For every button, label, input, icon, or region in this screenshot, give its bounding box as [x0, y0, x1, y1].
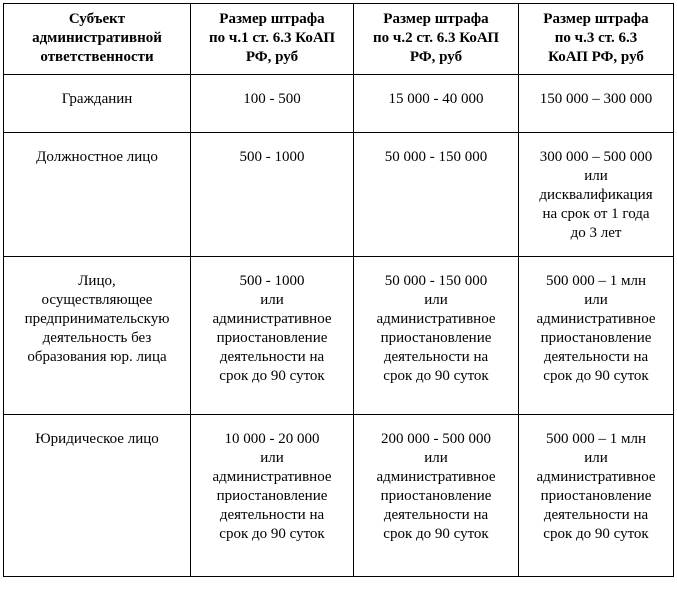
cell-line: на срок от 1 года — [542, 206, 650, 222]
cell-part2 — [354, 133, 519, 257]
cell-line: 500 000 – 1 млн — [545, 431, 646, 447]
cell-line: 500 - 1000 — [239, 149, 305, 165]
header-line: Размер штрафа — [219, 11, 325, 27]
cell-line: административное — [536, 469, 656, 485]
cell-line: административное — [536, 311, 656, 327]
table-row — [4, 75, 674, 133]
cell-line: Юридическое лицо — [35, 431, 159, 447]
header-part1-fine — [191, 4, 354, 75]
cell-line: 10 000 - 20 000 — [224, 431, 320, 447]
header-part3-fine — [519, 4, 674, 75]
cell-part1 — [191, 133, 354, 257]
cell-subject — [4, 75, 191, 133]
cell-line: срок до 90 суток — [543, 368, 649, 384]
cell-line: 100 - 500 — [243, 91, 301, 107]
cell-line: или — [424, 292, 448, 308]
cell-part3 — [519, 415, 674, 577]
cell-line: предпринимательскую — [24, 311, 170, 327]
cell-line: срок до 90 суток — [219, 368, 325, 384]
cell-line: 500 000 – 1 млн — [545, 273, 646, 289]
cell-line: Гражданин — [61, 91, 133, 107]
cell-line: или — [424, 450, 448, 466]
cell-subject — [4, 415, 191, 577]
cell-line: Лицо, — [78, 273, 116, 289]
fines-table — [3, 3, 674, 577]
cell-line: 50 000 - 150 000 — [384, 273, 488, 289]
cell-line: 50 000 - 150 000 — [384, 149, 488, 165]
header-line: РФ, руб — [409, 49, 463, 65]
cell-line: или — [584, 450, 608, 466]
cell-line: образования юр. лица — [27, 349, 167, 365]
cell-line: 15 000 - 40 000 — [388, 91, 484, 107]
cell-line: срок до 90 суток — [383, 526, 489, 542]
cell-line: 500 - 1000 — [239, 273, 305, 289]
cell-line: или — [584, 292, 608, 308]
cell-part2 — [354, 257, 519, 415]
cell-line: приостановление — [540, 488, 652, 504]
cell-line: административное — [376, 311, 496, 327]
header-line: КоАП РФ, руб — [548, 49, 644, 65]
cell-line: деятельности на — [219, 507, 325, 523]
cell-line: осуществляющее — [41, 292, 153, 308]
cell-line: приостановление — [216, 488, 328, 504]
cell-line: дисквалификация — [539, 187, 653, 203]
cell-subject — [4, 133, 191, 257]
header-subject — [4, 4, 191, 75]
header-row — [4, 4, 674, 75]
cell-line: до 3 лет — [570, 225, 622, 241]
cell-line: срок до 90 суток — [219, 526, 325, 542]
table-row — [4, 415, 674, 577]
header-line: по ч.3 ст. 6.3 — [554, 30, 638, 46]
cell-line: срок до 90 суток — [383, 368, 489, 384]
cell-line: 200 000 - 500 000 — [381, 431, 491, 447]
header-line: по ч.2 ст. 6.3 КоАП — [372, 30, 499, 46]
header-line: Размер штрафа — [543, 11, 649, 27]
cell-line: деятельности на — [219, 349, 325, 365]
cell-line: приостановление — [540, 330, 652, 346]
cell-line: деятельности на — [383, 507, 489, 523]
header-line: по ч.1 ст. 6.3 КоАП — [208, 30, 335, 46]
header-line: Субъект — [68, 11, 126, 27]
cell-part3 — [519, 257, 674, 415]
cell-line: административное — [212, 311, 332, 327]
cell-part3 — [519, 75, 674, 133]
cell-line: 150 000 – 300 000 — [539, 91, 653, 107]
cell-line: приостановление — [380, 488, 492, 504]
cell-line: деятельности на — [543, 349, 649, 365]
cell-line: деятельности на — [543, 507, 649, 523]
header-line: ответственности — [40, 49, 154, 65]
cell-part3 — [519, 133, 674, 257]
cell-line: деятельность без — [42, 330, 152, 346]
cell-line: или — [260, 292, 284, 308]
cell-part1 — [191, 75, 354, 133]
cell-line: или — [584, 168, 608, 184]
cell-part2 — [354, 415, 519, 577]
cell-part1 — [191, 257, 354, 415]
table-row — [4, 133, 674, 257]
cell-line: административное — [376, 469, 496, 485]
cell-line: 300 000 – 500 000 — [539, 149, 653, 165]
cell-part2 — [354, 75, 519, 133]
cell-subject — [4, 257, 191, 415]
cell-line: приостановление — [216, 330, 328, 346]
table-row — [4, 257, 674, 415]
cell-part1 — [191, 415, 354, 577]
cell-line: приостановление — [380, 330, 492, 346]
header-part2-fine — [354, 4, 519, 75]
cell-line: Должностное лицо — [36, 149, 158, 165]
cell-line: административное — [212, 469, 332, 485]
cell-line: или — [260, 450, 284, 466]
header-line: административной — [32, 30, 162, 46]
header-line: РФ, руб — [245, 49, 299, 65]
fines-table-container — [3, 3, 674, 577]
cell-line: срок до 90 суток — [543, 526, 649, 542]
cell-line: деятельности на — [383, 349, 489, 365]
header-line: Размер штрафа — [383, 11, 489, 27]
